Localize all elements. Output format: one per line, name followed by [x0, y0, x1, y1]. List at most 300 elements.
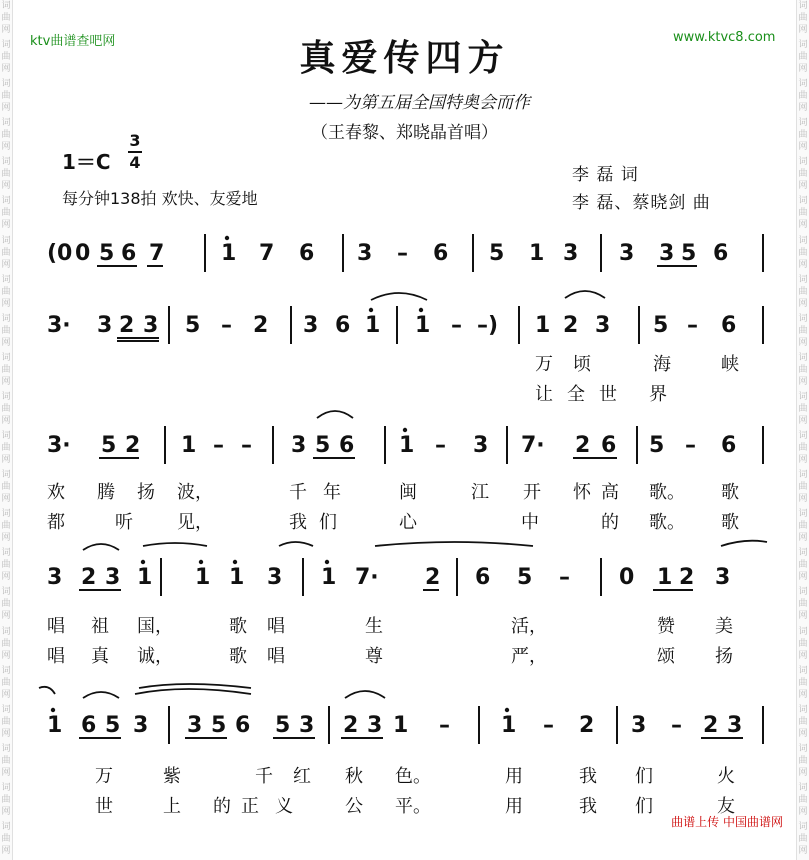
svg-text:1: 1	[657, 565, 673, 590]
side-watermark-char: 网	[1, 533, 11, 544]
side-watermark-char: 网	[798, 494, 808, 505]
side-watermark-char: 网	[798, 611, 808, 622]
lyric: 祖	[91, 616, 109, 636]
svg-text:6: 6	[335, 313, 351, 338]
svg-text:–: –	[241, 433, 252, 458]
lyric: 扬	[715, 646, 733, 666]
lyric: 我	[579, 766, 597, 786]
lyrics-line-2a	[45, 350, 770, 376]
svg-text:5: 5	[105, 713, 121, 738]
svg-text:7·: 7·	[355, 565, 379, 590]
svg-text:3: 3	[105, 565, 121, 590]
lyric: 歌	[721, 512, 739, 532]
svg-text:6: 6	[721, 313, 737, 338]
side-watermark-char: 网	[798, 572, 808, 583]
lyric: 高	[601, 482, 619, 502]
side-watermark-char: 曲	[1, 755, 11, 766]
side-watermark-char: 词	[798, 704, 808, 715]
lyric: 上	[163, 796, 181, 816]
side-watermark-char: 曲	[798, 716, 808, 727]
side-watermark-char: 词	[1, 235, 11, 246]
side-watermark-char: 曲	[1, 521, 11, 532]
side-watermark-char: 曲	[798, 755, 808, 766]
side-watermark-char: 词	[798, 196, 808, 207]
svg-text:0: 0	[619, 565, 635, 590]
lyric: 紫	[163, 766, 181, 786]
side-watermark-char: 网	[798, 455, 808, 466]
side-watermark-char: 网	[1, 572, 11, 583]
side-watermark-char: 词	[1, 704, 11, 715]
lyric: 严，	[511, 646, 547, 666]
score-line-3	[45, 420, 770, 476]
side-watermark-char: 词	[1, 548, 11, 559]
side-watermark-char: 曲	[1, 247, 11, 258]
svg-text:1: 1	[229, 565, 245, 590]
watermark-right: www.ktvc8.com	[673, 30, 776, 45]
lyric: 赞	[657, 616, 675, 636]
svg-text:3: 3	[595, 313, 611, 338]
score-line-2	[45, 300, 770, 356]
side-watermark-char: 网	[1, 415, 11, 426]
side-watermark-char: 词	[798, 40, 808, 51]
side-watermark-char: 曲	[1, 599, 11, 610]
side-watermark-char: 词	[798, 431, 808, 442]
lyric: 世	[599, 384, 617, 404]
side-watermark-char: 网	[798, 220, 808, 231]
side-watermark-char: 网	[798, 64, 808, 75]
side-watermark-char: 曲	[1, 91, 11, 102]
lyric: 歌。	[649, 512, 685, 532]
svg-text:–: –	[397, 241, 408, 266]
song-title: 真爱传四方	[299, 37, 510, 79]
svg-text:–: –	[671, 713, 682, 738]
svg-text:7·: 7·	[521, 433, 545, 458]
svg-text:2: 2	[563, 313, 579, 338]
side-watermark-char: 曲	[1, 716, 11, 727]
score-line-5-notation	[45, 700, 770, 756]
lyric: 千	[255, 766, 273, 786]
svg-text:3: 3	[619, 241, 635, 266]
side-watermark-char: 词	[1, 157, 11, 168]
side-watermark-char: 网	[1, 650, 11, 661]
svg-text:3: 3	[303, 313, 319, 338]
svg-text:2: 2	[119, 313, 135, 338]
side-watermark-char: 曲	[1, 325, 11, 336]
svg-text:3: 3	[659, 241, 675, 266]
side-watermark-char: 曲	[1, 52, 11, 63]
lyrics-line-5b	[45, 792, 770, 818]
svg-text:5: 5	[99, 241, 115, 266]
side-watermark-char: 词	[798, 274, 808, 285]
song-subtitle: ——为第五届全国特奥会而作	[309, 93, 530, 113]
lyric: 的	[213, 796, 231, 816]
lyric: 都	[47, 512, 65, 532]
side-watermark-char: 曲	[1, 833, 11, 844]
side-watermark-char: 网	[798, 533, 808, 544]
svg-text:5: 5	[185, 313, 201, 338]
side-watermark-char: 网	[798, 181, 808, 192]
lyric: 公	[345, 796, 363, 816]
svg-text:7: 7	[259, 241, 275, 266]
side-watermark-char: 网	[1, 298, 11, 309]
lyric: 国，	[137, 616, 173, 636]
side-watermark-char: 词	[1, 1, 11, 11]
lyricist-credit: 李 磊 词	[572, 165, 639, 185]
side-watermark-char: 词	[798, 743, 808, 754]
side-watermark-char: 网	[1, 455, 11, 466]
side-watermark-char: 曲	[1, 13, 11, 23]
side-watermark-char: 词	[798, 821, 808, 832]
svg-text:3: 3	[133, 713, 149, 738]
score-line-1	[45, 228, 770, 284]
lyrics-line-2b	[45, 380, 770, 406]
lyric: 真	[91, 646, 109, 666]
svg-text:–: –	[687, 313, 698, 338]
side-watermark-char: 曲	[798, 13, 808, 23]
svg-text:3: 3	[367, 713, 383, 738]
side-watermark-char: 网	[798, 845, 808, 856]
lyric: 扬	[137, 482, 155, 502]
side-watermark-char: 曲	[798, 286, 808, 297]
svg-text:3: 3	[357, 241, 373, 266]
lyric: 的	[601, 512, 619, 532]
side-watermark-char: 网	[1, 103, 11, 114]
svg-text:5: 5	[517, 565, 533, 590]
lyric: 我	[289, 512, 307, 532]
side-watermark-char: 词	[798, 391, 808, 402]
lyric: 万	[535, 354, 553, 374]
lyric: 千	[289, 482, 307, 502]
side-watermark-char: 网	[798, 337, 808, 348]
lyric: 江	[471, 482, 489, 502]
lyric: 见，	[177, 512, 213, 532]
side-watermark-char: 网	[798, 689, 808, 700]
side-watermark-char: 网	[798, 142, 808, 153]
tempo-marking: 每分钟138拍 欢快、友爱地	[62, 189, 258, 208]
side-watermark-char: 曲	[798, 638, 808, 649]
svg-text:–: –	[543, 713, 554, 738]
lyric: 唱	[267, 616, 285, 636]
lyric: 欢	[47, 482, 65, 502]
lyric: 唱	[267, 646, 285, 666]
lyric: 颂	[657, 646, 675, 666]
side-watermark-char: 词	[1, 782, 11, 793]
side-watermark-char: 曲	[1, 403, 11, 414]
side-watermark-char: 网	[1, 806, 11, 817]
side-watermark-char: 网	[798, 25, 808, 35]
side-watermark-char: 词	[1, 743, 11, 754]
side-watermark-char: 网	[798, 650, 808, 661]
svg-text:3: 3	[563, 241, 579, 266]
side-watermark-char: 网	[1, 689, 11, 700]
lyric: 歌。	[649, 482, 685, 502]
svg-text:1: 1	[415, 313, 431, 338]
side-watermark-char: 网	[1, 728, 11, 739]
svg-text:6: 6	[475, 565, 491, 590]
lyrics-line-4b	[45, 642, 770, 668]
side-watermark-char: 曲	[1, 677, 11, 688]
side-watermark-char: 词	[1, 352, 11, 363]
lyric: 火	[717, 766, 735, 786]
lyric: 年	[323, 482, 341, 502]
side-watermark-char: 词	[798, 157, 808, 168]
side-watermark-char: 网	[1, 376, 11, 387]
side-watermark-char: 网	[798, 298, 808, 309]
side-watermark-char: 网	[1, 220, 11, 231]
side-watermark-char: 曲	[798, 833, 808, 844]
lyric: 腾	[97, 482, 115, 502]
svg-text:6: 6	[721, 433, 737, 458]
score-line-3-notation	[45, 420, 770, 476]
side-watermark-char: 曲	[1, 482, 11, 493]
lyric: 秋	[345, 766, 363, 786]
svg-text:3: 3	[299, 713, 315, 738]
side-watermark-char: 词	[798, 587, 808, 598]
svg-text:3: 3	[143, 313, 159, 338]
svg-text:2: 2	[703, 713, 719, 738]
lyric: 活，	[511, 616, 547, 636]
lyric: 波，	[177, 482, 213, 502]
lyric: 峡	[721, 354, 739, 374]
side-watermark-char: 词	[1, 821, 11, 832]
svg-text:3: 3	[97, 313, 113, 338]
svg-text:6: 6	[713, 241, 729, 266]
lyric: 听	[115, 512, 133, 532]
svg-text:5: 5	[315, 433, 331, 458]
lyric: 们	[635, 796, 653, 816]
side-watermark-char: 曲	[1, 560, 11, 571]
svg-text:1: 1	[181, 433, 197, 458]
side-watermark-char: 词	[1, 587, 11, 598]
side-watermark-char: 曲	[1, 169, 11, 180]
svg-text:5: 5	[649, 433, 665, 458]
side-watermark-char: 词	[1, 391, 11, 402]
side-watermark-char: 词	[798, 509, 808, 520]
svg-text:–: –	[439, 713, 450, 738]
side-watermark-char: 词	[798, 79, 808, 90]
side-watermark-char: 词	[1, 196, 11, 207]
lyric: 海	[653, 354, 671, 374]
svg-text:1: 1	[399, 433, 415, 458]
lyric: 们	[635, 766, 653, 786]
score-line-1-notation	[45, 228, 770, 284]
svg-text:1: 1	[221, 241, 237, 266]
side-watermark-char: 曲	[1, 794, 11, 805]
side-watermark-char: 曲	[1, 286, 11, 297]
svg-text:6: 6	[433, 241, 449, 266]
side-watermark-char: 词	[798, 352, 808, 363]
svg-text:6: 6	[121, 241, 137, 266]
side-watermark-char: 网	[1, 845, 11, 856]
svg-text:2: 2	[425, 565, 441, 590]
svg-text:1: 1	[501, 713, 517, 738]
side-watermark-char: 曲	[798, 521, 808, 532]
svg-text:1: 1	[195, 565, 211, 590]
side-watermark-char: 网	[1, 259, 11, 270]
side-watermark-char: 网	[1, 494, 11, 505]
score-line-5	[45, 700, 770, 756]
svg-text:6: 6	[81, 713, 97, 738]
svg-text:–: –	[559, 565, 570, 590]
lyric: 正	[241, 796, 259, 816]
time-signature-top: 3	[129, 131, 141, 150]
side-watermark-char: 曲	[798, 52, 808, 63]
svg-text:2: 2	[679, 565, 695, 590]
side-watermark-char: 词	[798, 470, 808, 481]
svg-text:5: 5	[653, 313, 669, 338]
lyric: 唱	[47, 646, 65, 666]
svg-text:3: 3	[715, 565, 731, 590]
side-watermark-char: 曲	[798, 325, 808, 336]
lyric: 怀	[573, 482, 591, 502]
svg-text:0: 0	[75, 241, 91, 266]
side-watermark-char: 网	[1, 767, 11, 778]
side-watermark-char: 曲	[1, 208, 11, 219]
lyric: 义	[275, 796, 293, 816]
svg-text:6: 6	[601, 433, 617, 458]
svg-text:5: 5	[211, 713, 227, 738]
svg-text:2: 2	[579, 713, 595, 738]
side-watermark-char: 词	[798, 118, 808, 129]
svg-text:5: 5	[681, 241, 697, 266]
side-watermark-char: 词	[798, 665, 808, 676]
svg-text:6: 6	[299, 241, 315, 266]
svg-text:1: 1	[47, 713, 63, 738]
lyric: 诚，	[137, 646, 173, 666]
lyric: 红	[293, 766, 311, 786]
svg-text:6: 6	[339, 433, 355, 458]
svg-text:3: 3	[631, 713, 647, 738]
svg-text:1: 1	[137, 565, 153, 590]
lyric: 色。	[395, 766, 431, 786]
side-watermark-char: 曲	[798, 599, 808, 610]
svg-text:2: 2	[81, 565, 97, 590]
side-watermark-char: 词	[1, 470, 11, 481]
score-line-4-notation	[45, 552, 770, 608]
lyrics-line-4a	[45, 612, 770, 638]
side-watermark-char: 词	[1, 118, 11, 129]
lyric: 们	[319, 512, 337, 532]
svg-text:6: 6	[235, 713, 251, 738]
lyric: 平。	[395, 796, 431, 816]
lyric: 尊	[365, 646, 383, 666]
side-watermark-char: 网	[1, 25, 11, 35]
side-watermark-char: 曲	[798, 208, 808, 219]
lyric: 全	[567, 384, 585, 404]
svg-text:–: –	[685, 433, 696, 458]
lyric: 美	[715, 616, 733, 636]
side-watermark-char: 词	[798, 626, 808, 637]
svg-text:5: 5	[489, 241, 505, 266]
lyric: 我	[579, 796, 597, 816]
svg-text:1: 1	[321, 565, 337, 590]
score-line-4	[45, 552, 770, 608]
svg-text:1: 1	[393, 713, 409, 738]
side-watermark-char: 曲	[1, 443, 11, 454]
svg-text:3: 3	[473, 433, 489, 458]
side-watermark-char: 词	[1, 431, 11, 442]
song-singers: （王春黎、郑晓晶首唱）	[311, 123, 498, 143]
svg-text:2: 2	[125, 433, 141, 458]
lyric: 顷	[573, 354, 591, 374]
side-watermark-char: 词	[798, 1, 808, 11]
svg-text:5: 5	[275, 713, 291, 738]
svg-text:3: 3	[187, 713, 203, 738]
time-signature	[128, 132, 142, 172]
side-watermark-char: 曲	[798, 130, 808, 141]
side-watermark-char: 曲	[798, 794, 808, 805]
lyric: 友	[717, 796, 735, 816]
lyric: 界	[649, 384, 667, 404]
composer-credit: 李 磊、蔡晓剑 曲	[572, 193, 711, 213]
svg-text:3·: 3·	[47, 313, 71, 338]
lyric: 世	[95, 796, 113, 816]
lyric: 用	[505, 766, 523, 786]
score-line-2-notation	[45, 300, 770, 356]
side-watermark-char: 网	[1, 337, 11, 348]
side-watermark-char: 词	[1, 313, 11, 324]
svg-text:1: 1	[535, 313, 551, 338]
lyrics-line-3a	[45, 478, 770, 504]
side-watermark-char: 曲	[798, 364, 808, 375]
svg-text:–: –	[213, 433, 224, 458]
lyric: 唱	[47, 616, 65, 636]
svg-text:3: 3	[47, 565, 63, 590]
lyric: 中	[521, 512, 539, 532]
time-signature-bottom: 4	[129, 153, 141, 172]
side-watermark-char: 网	[1, 142, 11, 153]
side-watermark-char: 曲	[798, 560, 808, 571]
side-watermark-char: 词	[1, 40, 11, 51]
svg-text:2: 2	[343, 713, 359, 738]
svg-text:–: –	[435, 433, 446, 458]
side-watermark-char: 网	[1, 64, 11, 75]
lyric: 让	[535, 384, 553, 404]
side-watermark-char: 词	[1, 626, 11, 637]
lyrics-line-3b	[45, 508, 770, 534]
side-watermark-char: 词	[798, 313, 808, 324]
svg-text:3·: 3·	[47, 433, 71, 458]
side-watermark-char: 词	[798, 548, 808, 559]
lyric: 万	[95, 766, 113, 786]
side-watermark-char: 曲	[798, 169, 808, 180]
side-watermark-char: 网	[798, 415, 808, 426]
side-watermark-char: 曲	[798, 91, 808, 102]
svg-text:5: 5	[101, 433, 117, 458]
svg-text:3: 3	[267, 565, 283, 590]
svg-text:–): –)	[477, 313, 499, 338]
side-watermark-char: 词	[1, 509, 11, 520]
site-stamp: 曲谱上传 中国曲谱网	[671, 815, 783, 829]
side-watermark-char: 曲	[1, 638, 11, 649]
side-watermark-char: 曲	[1, 130, 11, 141]
lyric: 开	[523, 482, 541, 502]
lyrics-line-5a	[45, 762, 770, 788]
side-watermark-char: 曲	[798, 247, 808, 258]
lyric: 心	[399, 512, 417, 532]
svg-text:–: –	[451, 313, 462, 338]
lyric: 用	[505, 796, 523, 816]
svg-text:1: 1	[529, 241, 545, 266]
lyric: 歌	[229, 646, 247, 666]
svg-text:(0: (0	[47, 241, 73, 266]
side-watermark-char: 曲	[1, 364, 11, 375]
svg-text:–: –	[221, 313, 232, 338]
side-watermark-char: 词	[798, 782, 808, 793]
lyric: 生	[365, 616, 383, 636]
side-watermark-char: 词	[1, 274, 11, 285]
side-watermark-char: 曲	[798, 677, 808, 688]
